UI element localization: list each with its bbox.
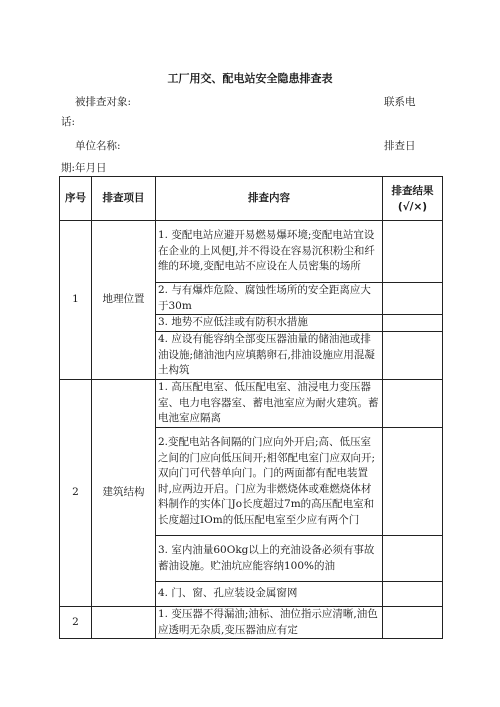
- header-item: 排查项目: [92, 177, 156, 221]
- header-seq: 序号: [60, 177, 92, 221]
- date-label: 排查日: [384, 140, 416, 152]
- result-cell[interactable]: [383, 283, 443, 315]
- inspection-table: [59, 176, 443, 639]
- table-row: [60, 380, 443, 428]
- row-content: 1. 变压器不得漏油;油标、油位指示应清晰,油色应透明无杂质,变压器油应有定: [156, 607, 383, 639]
- result-cell[interactable]: [383, 536, 443, 582]
- row-content: 1. 变配电站应避开易燃易爆环境;变配电站宜设在企业的上风便J,并不得设在容易沉积粉尘和纤维的环境,变配电站不应设在人员密集的场所: [156, 221, 383, 283]
- row-content: 3. 地势不应低洼或有防积水措施: [156, 315, 383, 332]
- row-seq: 2: [60, 380, 92, 607]
- row-content: 3. 室内油量60Okg以上的充油设备必须有事故蓄油设施。贮油坑应能容纳100%的油: [156, 536, 383, 582]
- row-item: [92, 607, 156, 639]
- unit-label: 单位名称:: [75, 140, 121, 152]
- row-content: 2.变配电站各间隔的门应向外开启;高、低压室之间的门应向低压间开;相邻配电室门应双向开;双向门可代替单向门。门的两面都有配电装置时,应两边开启。门应为非燃烧体或难燃烧体材料制作的实体门Jo长度超过7m的高压配电室和长度超过IOm的低压配电室至少应有两个门: [156, 428, 383, 536]
- result-cell[interactable]: [383, 332, 443, 380]
- contact-label-cont: 话:: [61, 116, 76, 128]
- result-cell[interactable]: [383, 607, 443, 639]
- row-item: 地理位置: [92, 221, 156, 380]
- page-title: 工厂用交、配电站安全隐患排查表: [167, 72, 333, 85]
- table-row: [60, 221, 443, 283]
- result-cell[interactable]: [383, 428, 443, 536]
- result-cell[interactable]: [383, 315, 443, 332]
- result-cell[interactable]: [383, 582, 443, 607]
- row-content: 4. 应设有能容纳全部变压器油量的储油池或排油设施;储油池内应填鹅卵石,排油设施应用混凝土构筑: [156, 332, 383, 380]
- row-content: 2. 与有爆炸危险、腐蚀性场所的安全距离应大于30m: [156, 283, 383, 315]
- header-content: 排查内容: [156, 177, 383, 221]
- row-seq: 2: [60, 607, 92, 639]
- row-seq: 1: [60, 221, 92, 380]
- date-label-cont: 期:年月日: [61, 162, 107, 174]
- row-content: 1. 高压配电室、低压配电室、油浸电力变压器室、电力电容器室、蓄电池室应为耐火建筑。蓄电池室应隔离: [156, 380, 383, 428]
- table-row: [60, 607, 443, 639]
- target-label: 被排查对象:: [75, 96, 132, 108]
- row-content: 4. 门、窗、孔应装设金属窗网: [156, 582, 383, 607]
- table-header-row: [60, 177, 443, 221]
- contact-label: 联系电: [384, 96, 416, 108]
- result-cell[interactable]: [383, 380, 443, 428]
- row-item: 建筑结构: [92, 380, 156, 607]
- result-cell[interactable]: [383, 221, 443, 283]
- header-result: 排查结果(√/×): [383, 177, 443, 221]
